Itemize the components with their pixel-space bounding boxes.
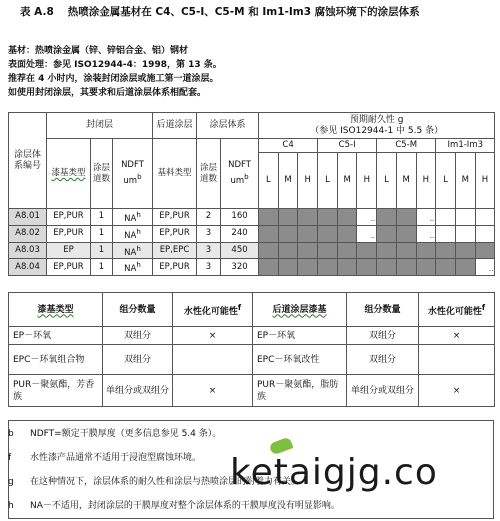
waterborne-flag: × xyxy=(173,375,253,407)
component-count-2: 双组分 xyxy=(347,327,419,345)
coating-system-table xyxy=(8,112,495,276)
header-coat-count-2: 涂层道数 xyxy=(197,139,221,209)
header-waterborne-2: 水性化可能性$^f$ xyxy=(419,293,495,327)
env-c5i: C5-I xyxy=(318,139,377,153)
header-top-coat: 后道涂层 xyxy=(153,113,197,139)
lmh-h: H xyxy=(298,153,318,209)
table-row xyxy=(9,375,495,407)
seal-binder: EP xyxy=(47,242,91,259)
top-coats: 3 xyxy=(197,242,221,259)
lmh-l: L xyxy=(377,153,397,209)
base-type: EP,PUR xyxy=(153,225,197,242)
seal-binder: EP,PUR xyxy=(47,209,91,226)
footnote: h NA－不适用，封闭涂层的干膜厚度对整个涂层体系的干膜厚度没有明显影响。 xyxy=(8,501,340,511)
header-waterborne: 水性化可能性$^f$ xyxy=(173,293,253,327)
table-title xyxy=(20,4,490,20)
lmh-h: H xyxy=(416,153,436,209)
waterborne-flag-2: × xyxy=(419,327,495,345)
env-im: Im1-Im3 xyxy=(436,139,495,153)
total-dft: 450 xyxy=(221,242,259,259)
table-row: A8.01 EP,PUR 1 $NA^h$ EP,PUR 2 160 .. .. xyxy=(9,209,495,226)
binder-legend-table xyxy=(8,292,495,407)
component-count: 单组分或双组分 xyxy=(103,375,173,407)
lmh-m: M xyxy=(337,153,357,209)
table-row: A8.04 EP,PUR 1 $NA^h$ EP,PUR 3 320 .. xyxy=(9,259,495,276)
intro-line: 如使用封闭涂层，其要求和后道涂层体系相配套。 xyxy=(8,88,207,98)
seal-coats: 1 xyxy=(91,242,113,259)
seal-binder: EP,PUR xyxy=(47,259,91,276)
header-binder-type: 漆基类型 xyxy=(47,139,91,209)
footnote: f 水性漆产品通常不适用于浸泡型腐蚀环境。 xyxy=(8,453,202,463)
env-c4: C4 xyxy=(259,139,318,153)
intro-line: 基材：热喷涂金属（锌、锌铝合金、铝）钢材 xyxy=(8,46,189,56)
header-ndft: NDFT $um^b$ xyxy=(113,139,153,209)
total-dft: 240 xyxy=(221,225,259,242)
header-seal-layer: 封闭层 xyxy=(47,113,153,139)
header-component-count: 组分数量 xyxy=(103,293,173,327)
header-binder-type: 漆基类型 xyxy=(9,293,103,327)
top-coats: 2 xyxy=(197,209,221,226)
system-id: A8.04 xyxy=(9,259,47,276)
header-system-number: 涂层体系编号 xyxy=(9,113,47,209)
intro-line: 推荐在 4 小时内，涂装封闭涂层或施工第一道涂层。 xyxy=(8,74,219,84)
waterborne-flag: × xyxy=(173,327,253,345)
lmh-l: L xyxy=(259,153,279,209)
header-ndft-2: NDFT $um^b$ xyxy=(221,139,259,209)
component-count: 双组分 xyxy=(103,327,173,345)
top-binder-name: EP－环氧 xyxy=(253,327,347,345)
durability-reference: （参见 ISO12944-1 中 5.5 条） xyxy=(310,125,444,136)
lmh-m: M xyxy=(396,153,416,209)
waterborne-flag-2: × xyxy=(419,375,495,407)
substrate-intro xyxy=(8,44,494,100)
watermark: ketaigjg.co xyxy=(230,452,438,493)
seal-coats: 1 xyxy=(91,209,113,226)
system-id: A8.03 xyxy=(9,242,47,259)
lmh-h: H xyxy=(475,153,495,209)
seal-ndft: $NA^h$ xyxy=(113,242,153,259)
seal-ndft: $NA^h$ xyxy=(113,259,153,276)
seal-ndft: $NA^h$ xyxy=(113,209,153,226)
component-count-2: 双组分 xyxy=(347,345,419,375)
lmh-m: M xyxy=(278,153,298,209)
seal-ndft: $NA^h$ xyxy=(113,225,153,242)
lmh-h: H xyxy=(357,153,377,209)
lmh-l: L xyxy=(318,153,338,209)
component-count: 双组分 xyxy=(103,345,173,375)
top-coats: 3 xyxy=(197,259,221,276)
durability-title: 预期耐久性 g xyxy=(349,114,404,125)
table-row xyxy=(9,242,495,259)
base-type: EP,EPC xyxy=(153,242,197,259)
header-component-count-2: 组分数量 xyxy=(347,293,419,327)
header-coat-count: 涂层道数 xyxy=(91,139,113,209)
table-row xyxy=(9,345,495,375)
binder-name: EP－环氧 xyxy=(9,327,103,345)
lmh-l: L xyxy=(436,153,456,209)
header-base-type: 基料类型 xyxy=(153,139,197,209)
component-count-2: 单组分或双组分 xyxy=(347,375,419,407)
total-dft: 320 xyxy=(221,259,259,276)
system-id: A8.01 xyxy=(9,209,47,226)
top-binder-name: EPC－环氧改性 xyxy=(253,345,347,375)
seal-coats: 1 xyxy=(91,225,113,242)
seal-binder: EP,PUR xyxy=(47,225,91,242)
base-type: EP,PUR xyxy=(153,259,197,276)
seal-coats: 1 xyxy=(91,259,113,276)
env-c5m: C5-M xyxy=(377,139,436,153)
header-durability xyxy=(259,113,495,139)
base-type: EP,PUR xyxy=(153,209,197,226)
binder-name: PUR－聚氨酯，芳香族 xyxy=(9,375,103,407)
waterborne-flag-2 xyxy=(419,345,495,375)
waterborne-flag xyxy=(173,345,253,375)
intro-line: 表面处理：参见 ISO12944-4：1998，第 13 条。 xyxy=(8,60,222,70)
table-number: 表 A.8 xyxy=(20,6,54,18)
top-binder-name: PUR－聚氨酯，脂肪族 xyxy=(253,375,347,407)
header-coating-system: 涂层体系 xyxy=(197,113,259,139)
system-id: A8.02 xyxy=(9,225,47,242)
table-row xyxy=(9,327,495,345)
footnote: g 在这种情况下，涂层体系的耐久性和涂层与热喷涂层的附着力有关。 xyxy=(8,477,301,487)
table-row: A8.02 EP,PUR 1 $NA^h$ EP,PUR 3 240 .. .. xyxy=(9,225,495,242)
total-dft: 160 xyxy=(221,209,259,226)
binder-name: EPC－环氧组合物 xyxy=(9,345,103,375)
table-caption: 热喷涂金属基材在 C4、C5-I、C5-M 和 Im1-Im3 腐蚀环境下的涂层体系 xyxy=(67,6,420,18)
top-coats: 3 xyxy=(197,225,221,242)
header-top-binder: 后道涂层漆基 xyxy=(253,293,347,327)
footnote: b NDFT=额定干膜厚度（更多信息参见 5.4 条）。 xyxy=(8,429,222,439)
lmh-m: M xyxy=(455,153,475,209)
